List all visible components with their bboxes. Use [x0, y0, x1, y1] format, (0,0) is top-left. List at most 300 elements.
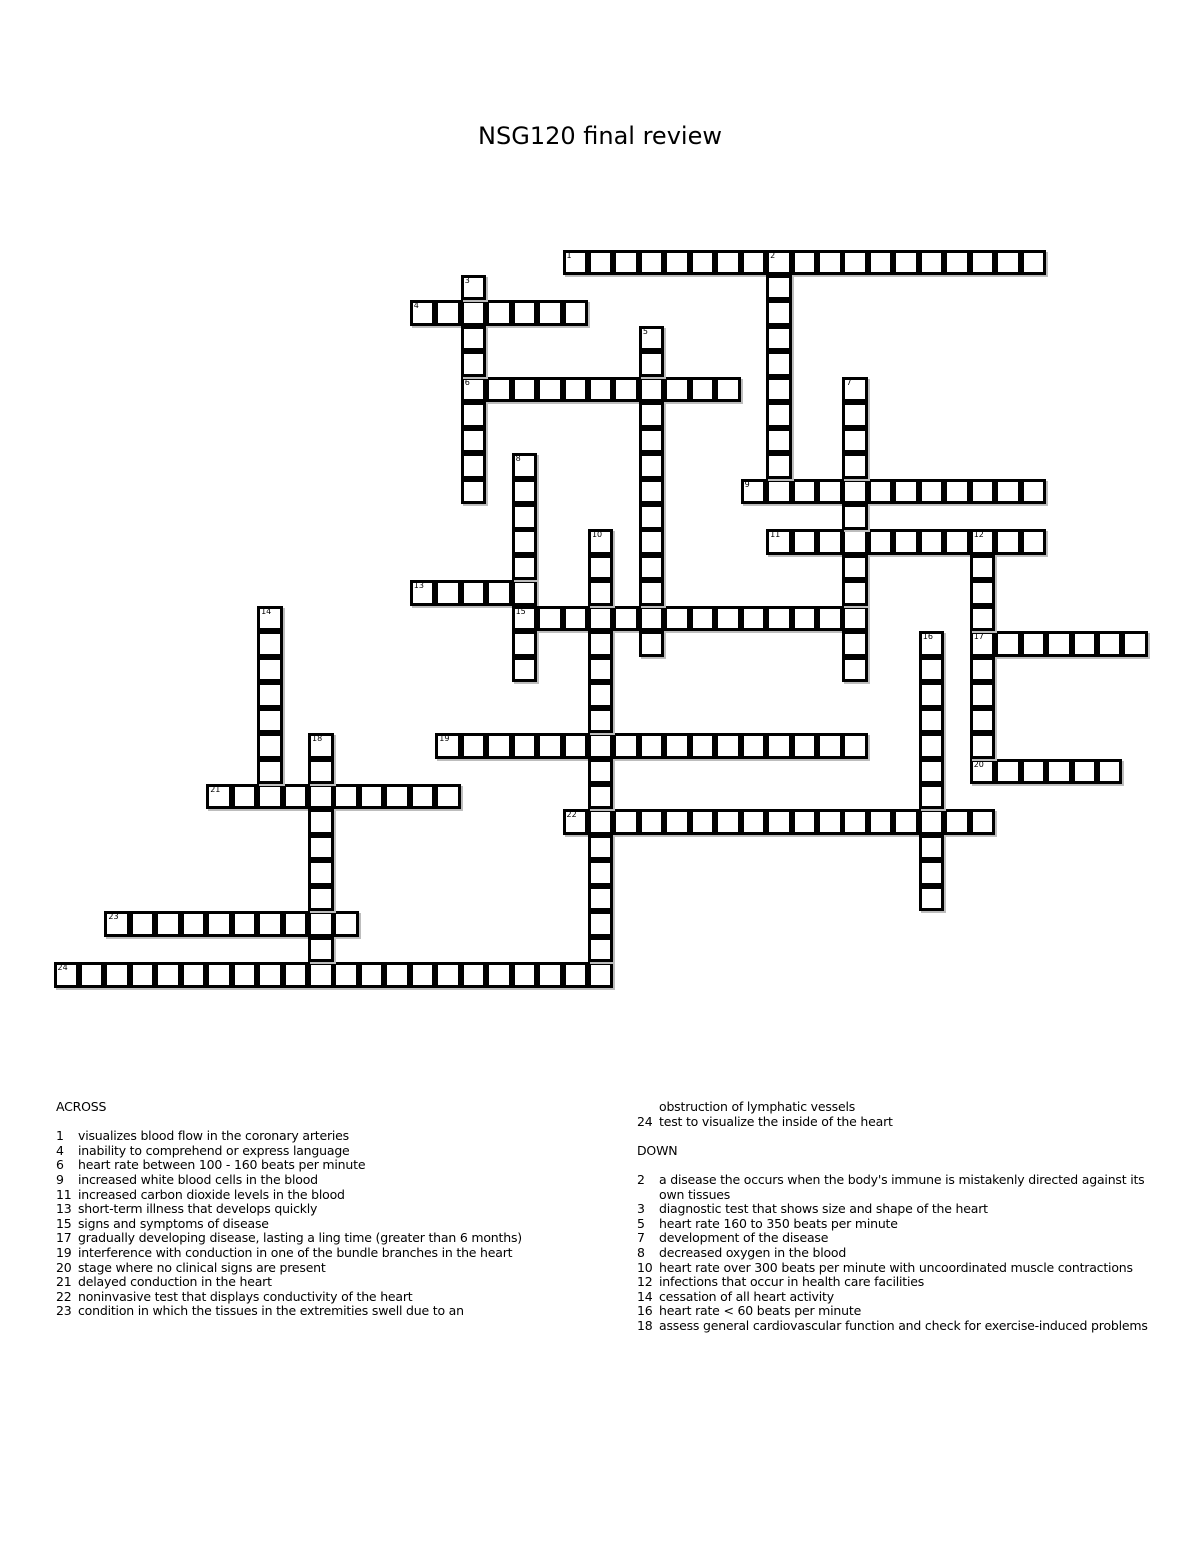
grid-cell[interactable]	[995, 250, 1021, 276]
grid-cell[interactable]	[792, 529, 818, 555]
grid-cell[interactable]	[919, 250, 945, 276]
grid-cell[interactable]	[588, 784, 614, 810]
grid-cell[interactable]	[995, 479, 1021, 505]
grid-cell[interactable]	[461, 962, 487, 988]
clue-text: development of the disease	[659, 1230, 829, 1246]
grid-cell[interactable]	[995, 759, 1021, 785]
grid-cell[interactable]	[537, 733, 563, 759]
cell-number: 9	[744, 479, 750, 489]
grid-cell[interactable]	[130, 911, 156, 937]
grid-cell[interactable]	[588, 580, 614, 606]
grid-cell[interactable]	[206, 784, 232, 810]
grid-cell[interactable]	[435, 580, 461, 606]
grid-cell[interactable]	[461, 326, 487, 352]
grid-cell[interactable]	[308, 911, 334, 937]
grid-cell[interactable]	[842, 453, 868, 479]
grid-cell[interactable]	[512, 657, 538, 683]
clue-number: 14	[637, 1288, 653, 1304]
grid-cell[interactable]	[919, 479, 945, 505]
clue-text: test to visualize the inside of the heart	[659, 1113, 893, 1129]
grid-cell[interactable]	[919, 860, 945, 886]
grid-cell[interactable]	[715, 606, 741, 632]
grid-cell[interactable]	[1021, 529, 1047, 555]
down-clue	[637, 1246, 1157, 1261]
grid-cell[interactable]	[308, 784, 334, 810]
grid-cell[interactable]	[868, 529, 894, 555]
grid-cell[interactable]	[766, 250, 792, 276]
grid-cell[interactable]	[715, 377, 741, 403]
grid-cell[interactable]	[817, 809, 843, 835]
grid-cell[interactable]	[512, 453, 538, 479]
grid-cell[interactable]	[1046, 631, 1072, 657]
grid-cell[interactable]	[690, 377, 716, 403]
grid-cell[interactable]	[537, 962, 563, 988]
cell-number: 5	[642, 326, 648, 336]
clue-text: heart rate between 100 - 160 beats per minute	[78, 1157, 366, 1173]
grid-cell[interactable]	[283, 784, 309, 810]
grid-cell[interactable]	[486, 733, 512, 759]
grid-cell[interactable]	[919, 835, 945, 861]
grid-cell[interactable]	[639, 529, 665, 555]
grid-cell[interactable]	[919, 733, 945, 759]
grid-cell[interactable]	[715, 733, 741, 759]
grid-cell[interactable]	[766, 402, 792, 428]
grid-cell[interactable]	[257, 962, 283, 988]
grid-cell[interactable]	[613, 250, 639, 276]
grid-cell[interactable]	[512, 733, 538, 759]
grid-cell[interactable]	[588, 555, 614, 581]
grid-cell[interactable]	[308, 860, 334, 886]
grid-cell[interactable]	[690, 809, 716, 835]
grid-cell[interactable]	[537, 300, 563, 326]
grid-cell[interactable]	[232, 784, 258, 810]
grid-cell[interactable]	[79, 962, 105, 988]
grid-cell[interactable]	[842, 377, 868, 403]
clue-text: interference with conduction in one of the bundle branches in the heart	[78, 1244, 513, 1260]
grid-cell[interactable]	[664, 250, 690, 276]
grid-cell[interactable]	[512, 555, 538, 581]
grid-cell[interactable]	[461, 580, 487, 606]
cell-number: 3	[464, 275, 470, 285]
grid-cell[interactable]	[461, 733, 487, 759]
grid-cell[interactable]	[766, 351, 792, 377]
grid-cell[interactable]	[639, 580, 665, 606]
grid-cell[interactable]	[842, 479, 868, 505]
down-clue	[637, 1290, 1157, 1305]
grid-cell[interactable]	[512, 606, 538, 632]
grid-cell[interactable]	[613, 606, 639, 632]
grid-cell[interactable]	[639, 377, 665, 403]
grid-cell[interactable]	[232, 962, 258, 988]
down-clue	[637, 1304, 1157, 1319]
grid-cell[interactable]	[919, 657, 945, 683]
grid-cell[interactable]	[741, 809, 767, 835]
grid-cell[interactable]	[970, 682, 996, 708]
grid-cell[interactable]	[868, 809, 894, 835]
grid-cell[interactable]	[104, 962, 130, 988]
grid-cell[interactable]	[486, 377, 512, 403]
grid-cell[interactable]	[410, 580, 436, 606]
across-clue	[56, 1188, 556, 1203]
grid-cell[interactable]	[1021, 250, 1047, 276]
grid-cell[interactable]	[563, 377, 589, 403]
grid-cell[interactable]	[766, 733, 792, 759]
grid-cell[interactable]	[944, 529, 970, 555]
grid-cell[interactable]	[970, 733, 996, 759]
grid-cell[interactable]	[995, 529, 1021, 555]
clue-number: 15	[56, 1215, 72, 1231]
clue-number: 10	[637, 1259, 653, 1275]
grid-cell[interactable]	[308, 835, 334, 861]
grid-cell[interactable]	[842, 529, 868, 555]
grid-cell[interactable]	[257, 657, 283, 683]
grid-cell[interactable]	[944, 809, 970, 835]
grid-cell[interactable]	[766, 809, 792, 835]
grid-cell[interactable]	[842, 733, 868, 759]
grid-cell[interactable]	[461, 428, 487, 454]
grid-cell[interactable]	[563, 733, 589, 759]
grid-cell[interactable]	[257, 708, 283, 734]
grid-cell[interactable]	[664, 377, 690, 403]
grid-cell[interactable]	[970, 479, 996, 505]
grid-cell[interactable]	[588, 911, 614, 937]
grid-cell[interactable]	[970, 657, 996, 683]
cell-number: 2	[770, 250, 776, 260]
clue-text: increased carbon dioxide levels in the blood	[78, 1186, 345, 1202]
grid-cell[interactable]	[384, 784, 410, 810]
grid-cell[interactable]	[817, 606, 843, 632]
clue-text: heart rate < 60 beats per minute	[659, 1303, 862, 1319]
clue-text-continued: obstruction of lymphatic vessels	[659, 1099, 856, 1114]
grid-cell[interactable]	[1097, 759, 1123, 785]
grid-cell[interactable]	[639, 606, 665, 632]
clue-text: increased white blood cells in the blood	[78, 1171, 318, 1187]
grid-cell[interactable]	[970, 759, 996, 785]
grid-cell[interactable]	[639, 402, 665, 428]
grid-cell[interactable]	[588, 250, 614, 276]
grid-cell[interactable]	[461, 351, 487, 377]
grid-cell[interactable]	[639, 733, 665, 759]
grid-cell[interactable]	[283, 962, 309, 988]
grid-cell[interactable]	[766, 377, 792, 403]
grid-cell[interactable]	[842, 580, 868, 606]
grid-cell[interactable]	[588, 962, 614, 988]
grid-cell[interactable]	[512, 580, 538, 606]
grid-cell[interactable]	[512, 631, 538, 657]
grid-cell[interactable]	[588, 377, 614, 403]
grid-cell[interactable]	[155, 962, 181, 988]
clue-text: inability to comprehend or express language	[78, 1142, 350, 1158]
grid-cell[interactable]	[563, 300, 589, 326]
grid-cell[interactable]	[461, 453, 487, 479]
grid-cell[interactable]	[817, 733, 843, 759]
grid-cell[interactable]	[512, 300, 538, 326]
grid-cell[interactable]	[1021, 479, 1047, 505]
grid-cell[interactable]	[842, 606, 868, 632]
grid-cell[interactable]	[842, 657, 868, 683]
clue-number: 6	[56, 1157, 64, 1173]
grid-cell[interactable]	[206, 911, 232, 937]
grid-cell[interactable]	[970, 606, 996, 632]
grid-cell[interactable]	[639, 351, 665, 377]
grid-cell[interactable]	[461, 402, 487, 428]
grid-cell[interactable]	[283, 911, 309, 937]
clue-text: a disease the occurs when the body's immune is mistakenly directed against its own tissues	[659, 1171, 1145, 1202]
cell-number: 17	[973, 632, 984, 642]
grid-cell[interactable]	[410, 300, 436, 326]
grid-cell[interactable]	[868, 479, 894, 505]
grid-cell[interactable]	[970, 809, 996, 835]
grid-cell[interactable]	[1072, 631, 1098, 657]
grid-cell[interactable]	[639, 504, 665, 530]
grid-cell[interactable]	[639, 479, 665, 505]
grid-cell[interactable]	[639, 631, 665, 657]
grid-cell[interactable]	[1097, 631, 1123, 657]
grid-cell[interactable]	[766, 326, 792, 352]
grid-cell[interactable]	[410, 962, 436, 988]
grid-cell[interactable]	[512, 962, 538, 988]
grid-cell[interactable]	[919, 886, 945, 912]
grid-cell[interactable]	[842, 402, 868, 428]
grid-cell[interactable]	[512, 479, 538, 505]
grid-cell[interactable]	[359, 784, 385, 810]
grid-cell[interactable]	[461, 479, 487, 505]
across-clue	[56, 1144, 556, 1159]
grid-cell[interactable]	[766, 428, 792, 454]
grid-cell[interactable]	[613, 377, 639, 403]
grid-cell[interactable]	[512, 377, 538, 403]
grid-cell[interactable]	[333, 911, 359, 937]
grid-cell[interactable]	[308, 962, 334, 988]
grid-cell[interactable]	[537, 377, 563, 403]
clue-number: 11	[56, 1186, 72, 1202]
grid-cell[interactable]	[54, 962, 80, 988]
grid-cell[interactable]	[970, 580, 996, 606]
clue-text: heart rate over 300 beats per minute with uncoordinated muscle contractions	[659, 1259, 1133, 1275]
across-clue	[56, 1217, 556, 1232]
grid-cell[interactable]	[486, 300, 512, 326]
grid-cell[interactable]	[613, 733, 639, 759]
grid-cell[interactable]	[919, 708, 945, 734]
grid-cell[interactable]	[486, 580, 512, 606]
grid-cell[interactable]	[970, 529, 996, 555]
grid-cell[interactable]	[817, 479, 843, 505]
clue-number: 5	[637, 1215, 645, 1231]
grid-cell[interactable]	[766, 529, 792, 555]
grid-cell[interactable]	[257, 733, 283, 759]
grid-cell[interactable]	[588, 886, 614, 912]
grid-cell[interactable]	[970, 250, 996, 276]
grid-cell[interactable]	[792, 250, 818, 276]
grid-cell[interactable]	[766, 606, 792, 632]
grid-cell[interactable]	[588, 631, 614, 657]
grid-cell[interactable]	[944, 479, 970, 505]
grid-cell[interactable]	[766, 300, 792, 326]
grid-cell[interactable]	[970, 555, 996, 581]
grid-cell[interactable]	[766, 453, 792, 479]
grid-cell[interactable]	[537, 606, 563, 632]
grid-cell[interactable]	[639, 250, 665, 276]
grid-cell[interactable]	[792, 606, 818, 632]
grid-cell[interactable]	[410, 784, 436, 810]
grid-cell[interactable]	[308, 809, 334, 835]
grid-cell[interactable]	[308, 733, 334, 759]
grid-cell[interactable]	[181, 911, 207, 937]
grid-cell[interactable]	[944, 250, 970, 276]
grid-cell[interactable]	[919, 809, 945, 835]
grid-cell[interactable]	[588, 708, 614, 734]
clue-text: noninvasive test that displays conductivity of the heart	[78, 1288, 413, 1304]
grid-cell[interactable]	[333, 784, 359, 810]
grid-cell[interactable]	[690, 606, 716, 632]
grid-cell[interactable]	[359, 962, 385, 988]
down-clue	[637, 1275, 1157, 1290]
grid-cell[interactable]	[257, 606, 283, 632]
grid-cell[interactable]	[842, 428, 868, 454]
grid-cell[interactable]	[588, 809, 614, 835]
grid-cell[interactable]	[639, 326, 665, 352]
grid-cell[interactable]	[639, 809, 665, 835]
grid-cell[interactable]	[1021, 631, 1047, 657]
grid-cell[interactable]	[664, 733, 690, 759]
grid-cell[interactable]	[741, 479, 767, 505]
grid-cell[interactable]	[461, 377, 487, 403]
grid-cell[interactable]	[588, 835, 614, 861]
grid-cell[interactable]	[232, 911, 258, 937]
cell-number: 13	[413, 581, 424, 591]
grid-cell[interactable]	[461, 275, 487, 301]
grid-cell[interactable]	[588, 606, 614, 632]
grid-cell[interactable]	[563, 962, 589, 988]
clue-number: 8	[637, 1244, 645, 1260]
grid-cell[interactable]	[130, 962, 156, 988]
clues-right-column	[637, 1100, 1157, 1334]
grid-cell[interactable]	[970, 708, 996, 734]
grid-cell[interactable]	[842, 504, 868, 530]
grid-cell[interactable]	[512, 529, 538, 555]
grid-cell[interactable]	[639, 555, 665, 581]
grid-cell[interactable]	[792, 479, 818, 505]
grid-cell[interactable]	[741, 250, 767, 276]
clue-text: short-term illness that develops quickly	[78, 1201, 318, 1217]
cell-number: 16	[922, 632, 933, 642]
grid-cell[interactable]	[435, 784, 461, 810]
grid-cell[interactable]	[588, 759, 614, 785]
grid-cell[interactable]	[613, 809, 639, 835]
grid-cell[interactable]	[715, 809, 741, 835]
grid-cell[interactable]	[639, 453, 665, 479]
grid-cell[interactable]	[588, 937, 614, 963]
grid-cell[interactable]	[868, 250, 894, 276]
grid-cell[interactable]	[384, 962, 410, 988]
grid-cell[interactable]	[919, 631, 945, 657]
grid-cell[interactable]	[664, 606, 690, 632]
grid-cell[interactable]	[104, 911, 130, 937]
cell-number: 14	[261, 606, 272, 616]
grid-cell[interactable]	[690, 733, 716, 759]
grid-cell[interactable]	[563, 606, 589, 632]
grid-cell[interactable]	[435, 733, 461, 759]
grid-cell[interactable]	[741, 733, 767, 759]
grid-cell[interactable]	[639, 428, 665, 454]
grid-cell[interactable]	[919, 682, 945, 708]
grid-cell[interactable]	[792, 809, 818, 835]
grid-cell[interactable]	[486, 962, 512, 988]
grid-cell[interactable]	[817, 250, 843, 276]
grid-cell[interactable]	[893, 250, 919, 276]
cell-number: 1	[566, 250, 572, 260]
grid-cell[interactable]	[842, 809, 868, 835]
clue-number: 20	[56, 1259, 72, 1275]
grid-cell[interactable]	[155, 911, 181, 937]
grid-cell[interactable]	[919, 529, 945, 555]
grid-cell[interactable]	[893, 809, 919, 835]
grid-cell[interactable]	[308, 759, 334, 785]
grid-cell[interactable]	[181, 962, 207, 988]
grid-cell[interactable]	[690, 250, 716, 276]
grid-cell[interactable]	[435, 962, 461, 988]
grid-cell[interactable]	[257, 682, 283, 708]
grid-cell[interactable]	[588, 529, 614, 555]
grid-cell[interactable]	[435, 300, 461, 326]
grid-cell[interactable]	[588, 860, 614, 886]
grid-cell[interactable]	[766, 275, 792, 301]
grid-cell[interactable]	[308, 886, 334, 912]
grid-cell[interactable]	[588, 733, 614, 759]
grid-cell[interactable]	[257, 759, 283, 785]
across-clue	[56, 1231, 556, 1246]
grid-cell[interactable]	[563, 250, 589, 276]
grid-cell[interactable]	[588, 657, 614, 683]
grid-cell[interactable]	[588, 682, 614, 708]
grid-cell[interactable]	[257, 631, 283, 657]
grid-cell[interactable]	[1072, 759, 1098, 785]
grid-cell[interactable]	[308, 937, 334, 963]
clue-text: assess general cardiovascular function and check for exercise-induced problems	[659, 1317, 1148, 1333]
grid-cell[interactable]	[664, 809, 690, 835]
grid-cell[interactable]	[1046, 759, 1072, 785]
cell-number: 12	[973, 530, 984, 540]
grid-cell[interactable]	[715, 250, 741, 276]
grid-cell[interactable]	[792, 733, 818, 759]
grid-cell[interactable]	[893, 529, 919, 555]
grid-cell[interactable]	[206, 962, 232, 988]
grid-cell[interactable]	[461, 300, 487, 326]
grid-cell[interactable]	[333, 962, 359, 988]
grid-cell[interactable]	[842, 250, 868, 276]
grid-cell[interactable]	[842, 555, 868, 581]
grid-cell[interactable]	[512, 504, 538, 530]
across-clue	[56, 1290, 556, 1305]
grid-cell[interactable]	[842, 631, 868, 657]
grid-cell[interactable]	[893, 479, 919, 505]
grid-cell[interactable]	[1021, 759, 1047, 785]
grid-cell[interactable]	[995, 631, 1021, 657]
grid-cell[interactable]	[970, 631, 996, 657]
grid-cell[interactable]	[919, 759, 945, 785]
grid-cell[interactable]	[766, 479, 792, 505]
grid-cell[interactable]	[919, 784, 945, 810]
grid-cell[interactable]	[1122, 631, 1148, 657]
grid-cell[interactable]	[563, 809, 589, 835]
clue-text: condition in which the tissues in the extremities swell due to an	[78, 1303, 464, 1319]
clues-left-column	[56, 1100, 556, 1319]
grid-cell[interactable]	[741, 606, 767, 632]
grid-cell[interactable]	[257, 784, 283, 810]
grid-cell[interactable]	[257, 911, 283, 937]
grid-cell[interactable]	[817, 529, 843, 555]
clue-number: 9	[56, 1171, 64, 1187]
